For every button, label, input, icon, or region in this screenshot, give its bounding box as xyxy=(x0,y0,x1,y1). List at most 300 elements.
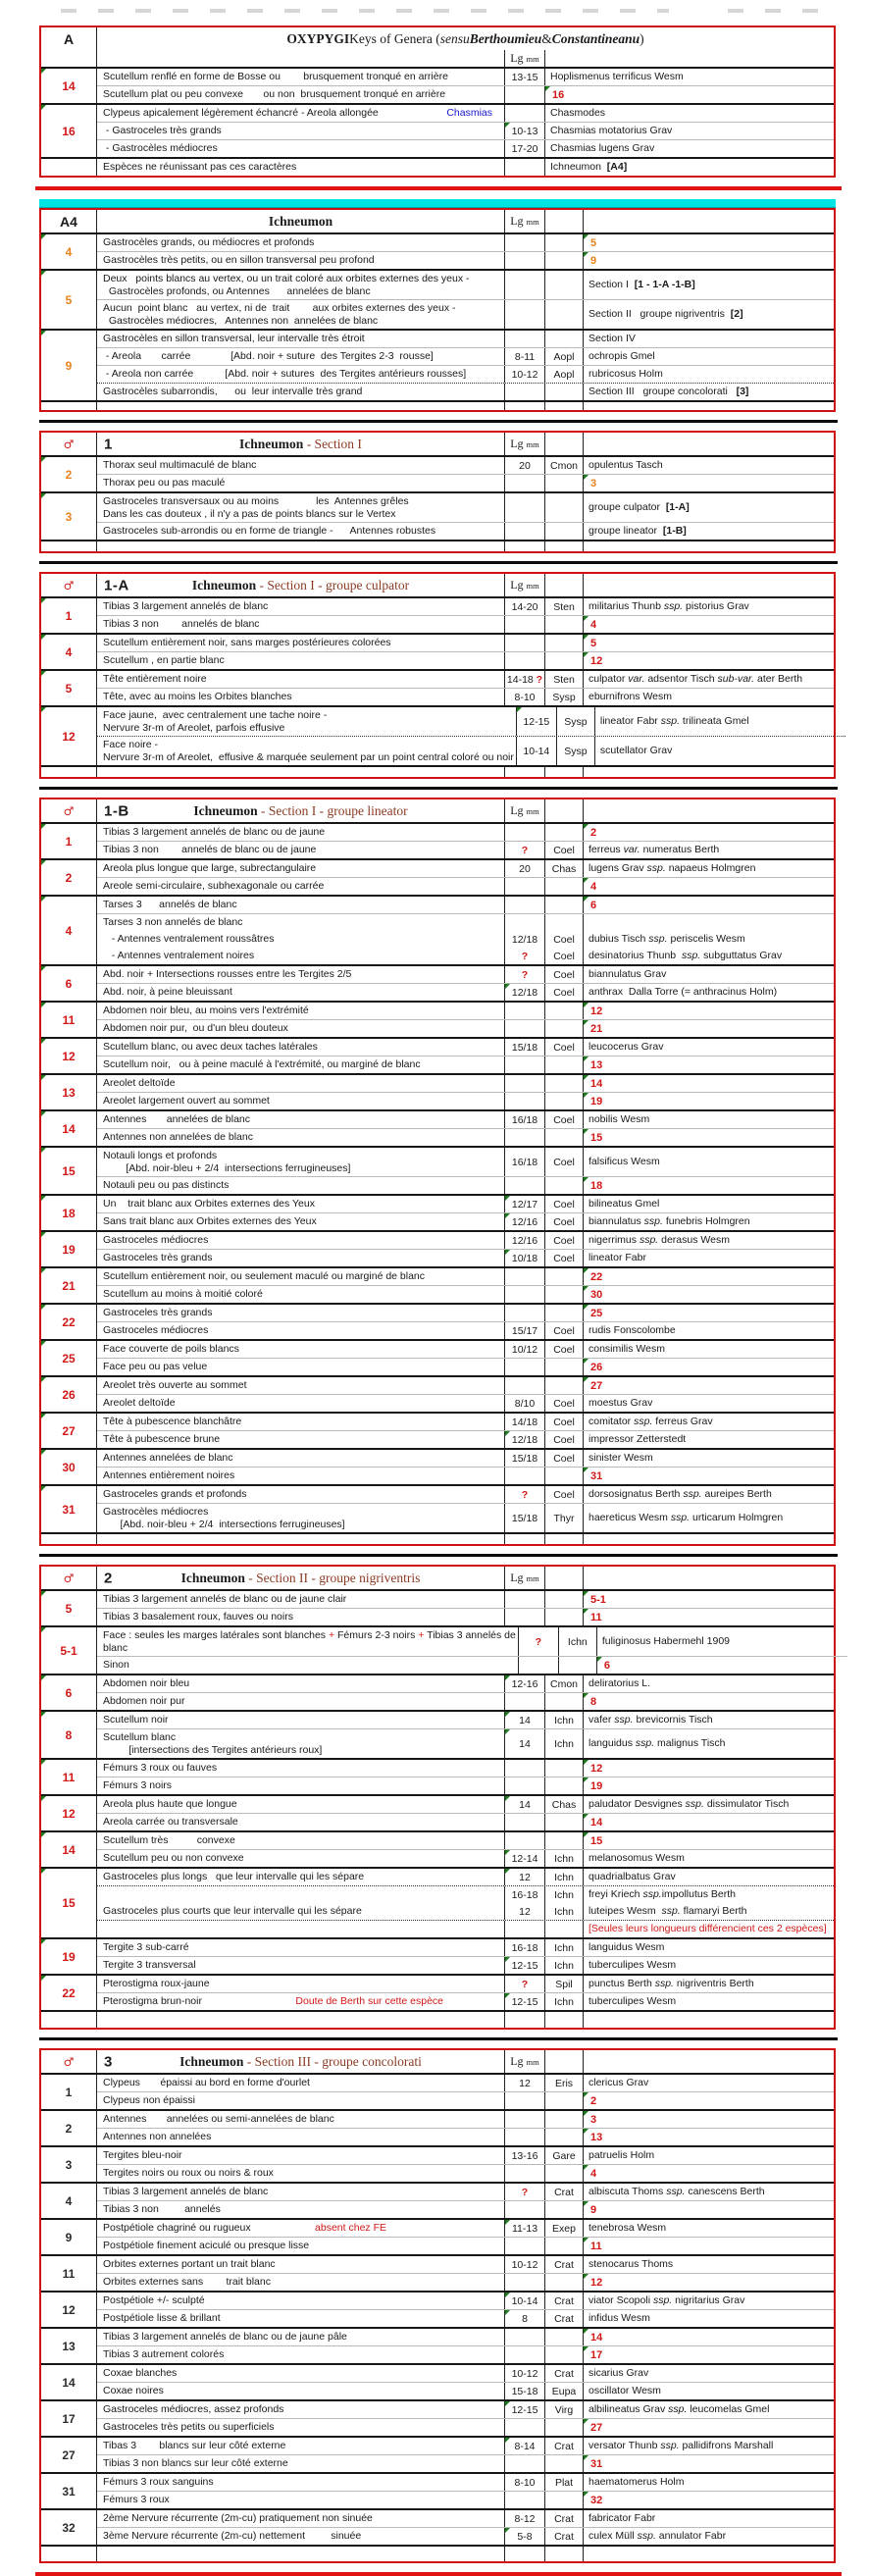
section-header-left xyxy=(41,799,97,822)
table-row xyxy=(41,1146,834,1194)
species-text: haematomerus Holm xyxy=(589,2476,685,2489)
genus-code-cell xyxy=(544,2092,583,2109)
length-cell xyxy=(504,300,544,329)
row-number-cell xyxy=(41,1111,97,1146)
title-segment: Ichneumon xyxy=(268,213,333,229)
genus-code: Coel xyxy=(553,1324,575,1337)
description-text: Gastroceles très grands xyxy=(103,1252,213,1264)
description-text: Scutellum renflé en forme de Bosse ou brusquement tronqué en arrière xyxy=(103,71,448,83)
description-text: Gastroceles plus courts que leur intervalle qui les sépare xyxy=(103,1905,362,1918)
table-row xyxy=(41,491,834,540)
length-cell xyxy=(504,1504,544,1532)
target-ref-link[interactable]: 15 xyxy=(590,1131,603,1144)
genus-code-cell xyxy=(558,1657,596,1674)
target-ref-link[interactable]: 2 xyxy=(590,826,597,839)
description-cell xyxy=(97,2310,504,2327)
genus-code-cell xyxy=(544,966,583,983)
title-segment: - Section I - groupe culpator xyxy=(256,577,410,592)
key-line xyxy=(97,598,834,615)
description-text: [Abd. noir-bleu + 2/4 intersections ferrugineuses] xyxy=(103,1161,351,1174)
length-value: 12-14 xyxy=(511,1852,538,1865)
description-text: Nervure 3r-m of Areolet, effusive & marquée seulement par un point central coloré ou noir xyxy=(103,750,514,763)
species-text: Section IV xyxy=(589,333,636,345)
row-number: 8 xyxy=(65,1727,73,1742)
row-number-cell xyxy=(41,2220,97,2254)
description-cell xyxy=(97,635,504,651)
target-ref-link[interactable]: 6 xyxy=(590,899,597,911)
genus-code: Ichn xyxy=(554,1905,574,1918)
red-divider xyxy=(35,2572,842,2576)
row-number: 5 xyxy=(65,1601,73,1616)
comment-marker-icon xyxy=(584,897,589,902)
length-cell xyxy=(504,1450,544,1467)
description-text: [intersections des Tergites antérieurs roux] xyxy=(103,1743,323,1756)
row-number: 15 xyxy=(62,1896,76,1910)
result-cell xyxy=(583,457,834,474)
target-ref-link[interactable]: 21 xyxy=(590,1022,603,1035)
result-cell xyxy=(544,69,834,85)
description-cell xyxy=(97,1039,504,1056)
species-name xyxy=(589,1452,832,1465)
description-text xyxy=(103,1150,502,1162)
row-lines xyxy=(97,69,834,103)
target-ref-link[interactable]: 4 xyxy=(590,618,597,631)
description-text: Face couverte de poils blancs xyxy=(103,1343,239,1356)
table-row xyxy=(41,1001,834,1037)
description-text: Postpétiole finement aciculé ou presque lisse xyxy=(103,2240,310,2252)
target-ref-link[interactable]: 3 xyxy=(590,2113,597,2126)
table-row xyxy=(41,1867,834,1937)
length-value: 16-18 xyxy=(511,1888,538,1901)
description-text xyxy=(103,986,502,999)
key-line xyxy=(97,522,834,540)
description-text: Tibias 3 autrement colorés xyxy=(103,2348,225,2361)
result-cell xyxy=(583,689,834,705)
description-cell xyxy=(97,1886,504,1903)
length-value: ? xyxy=(521,844,529,856)
target-ref-link[interactable]: 27 xyxy=(590,1379,603,1392)
description-text: - Areola carrée [Abd. noir + suture des Tergites 2-3 rousse] xyxy=(103,350,434,363)
target-ref-link[interactable]: 14 xyxy=(590,2331,603,2344)
species-name xyxy=(589,1959,832,1972)
description-cell xyxy=(97,1431,504,1448)
target-ref-link[interactable]: 31 xyxy=(590,2457,603,2470)
species-text: haereticus Wesm xyxy=(589,1512,671,1524)
key-line xyxy=(97,474,834,491)
description-cell xyxy=(97,123,504,139)
description-cell xyxy=(97,1903,504,1920)
comment-marker-icon xyxy=(41,1627,46,1632)
species-name xyxy=(589,1488,832,1501)
description-text xyxy=(103,333,502,345)
result-cell xyxy=(594,737,845,765)
target-ref-link[interactable]: 3 xyxy=(590,477,597,489)
comment-marker-icon xyxy=(584,1093,589,1098)
row-lines xyxy=(97,598,834,633)
target-ref-link[interactable]: 12 xyxy=(590,2276,603,2289)
description-text: Gastroceles médiocres xyxy=(103,1234,209,1247)
description-text xyxy=(103,1416,502,1428)
description-text-line2 xyxy=(103,722,514,735)
comment-marker-icon xyxy=(584,1609,589,1614)
length-cell xyxy=(504,1177,544,1194)
target-ref-link[interactable]: 12 xyxy=(590,654,603,667)
target-ref-link[interactable]: 15 xyxy=(590,1834,603,1847)
species-text: Chasmodes xyxy=(550,107,606,120)
comment-marker-icon xyxy=(584,1468,589,1472)
species-name xyxy=(589,279,832,291)
key-line xyxy=(97,2382,834,2399)
row-number-cell xyxy=(41,635,97,669)
row-number: 14 xyxy=(62,1842,76,1857)
length-cell xyxy=(504,1534,544,1544)
comment-marker-icon xyxy=(505,1213,510,1218)
table-row xyxy=(41,858,834,895)
section-title xyxy=(97,574,504,596)
table-row xyxy=(41,232,834,269)
genus-code: Coel xyxy=(553,1416,575,1428)
length-cell xyxy=(504,541,544,551)
description-cell xyxy=(97,707,516,736)
row-number-cell xyxy=(41,1534,97,1544)
target-ref-link[interactable]: 31 xyxy=(590,1469,603,1482)
description-cell xyxy=(97,1250,504,1266)
table-row xyxy=(41,329,834,400)
row-number: 2 xyxy=(65,2121,73,2136)
species-text: nigritarius Grav xyxy=(672,2294,745,2307)
genus-code-cell xyxy=(544,1431,583,1448)
key-line xyxy=(97,2491,834,2508)
description-cell xyxy=(97,2329,504,2345)
row-number: 30 xyxy=(62,1460,76,1474)
key-line xyxy=(97,2273,834,2291)
target-ref-link[interactable]: 9 xyxy=(590,254,597,267)
species-name xyxy=(589,1433,832,1446)
result-cell xyxy=(583,1286,834,1303)
result-cell xyxy=(583,1148,834,1176)
description-text xyxy=(103,2348,502,2361)
description-cell xyxy=(97,842,504,858)
target-ref-link[interactable]: 26 xyxy=(590,1361,603,1373)
comment-marker-icon xyxy=(584,2346,589,2351)
species-text: moestus Grav xyxy=(589,1397,653,1410)
species-text: bilineatus Gmel xyxy=(589,1198,660,1211)
species-text: anthrax Dalla Torre (= anthracinus Holm) xyxy=(589,986,778,999)
description-cell xyxy=(97,50,504,67)
key-line xyxy=(97,1728,834,1758)
result-cell xyxy=(583,1567,834,1589)
section-3 xyxy=(39,2048,836,2563)
key-line xyxy=(97,2256,834,2273)
section-title-text xyxy=(239,437,362,452)
row-number: 22 xyxy=(62,1314,76,1329)
length-header-sub: mm xyxy=(526,806,539,816)
description-text xyxy=(103,1005,502,1017)
key-line xyxy=(97,1849,834,1867)
row-lines xyxy=(97,1976,834,2010)
title-segment: - Section II - groupe nigriventris xyxy=(244,1570,421,1585)
description-text xyxy=(103,637,502,649)
row-number: 17 xyxy=(62,2411,76,2426)
comment-marker-icon xyxy=(584,652,589,657)
target-ref-link[interactable]: 12 xyxy=(590,1762,603,1775)
description-text xyxy=(103,1659,516,1672)
length-cell xyxy=(504,1609,544,1625)
description-cell xyxy=(97,931,504,948)
description-text: Tibas 3 blancs sur leur côté externe xyxy=(103,2440,286,2452)
table-row xyxy=(41,2109,834,2145)
description-text xyxy=(103,2457,502,2470)
target-ref-link[interactable]: 11 xyxy=(590,1611,602,1623)
description-text: Pterostigma brun-noir xyxy=(103,1995,202,2008)
target-ref-link[interactable]: 22 xyxy=(590,1270,603,1283)
table-row xyxy=(41,895,834,964)
comment-marker-icon xyxy=(41,897,46,902)
genus-code-cell xyxy=(544,384,583,400)
target-ref-link[interactable]: 14 xyxy=(590,1816,603,1829)
description-text: Tibias 3 largement annelés de blanc ou de jaune clair xyxy=(103,1593,347,1606)
comment-marker-icon xyxy=(505,1957,510,1962)
target-ref-link[interactable]: 32 xyxy=(590,2494,603,2506)
species-text: subguttatus Grav xyxy=(700,950,783,962)
table-row xyxy=(41,1037,834,1073)
description-text: Scutellum , en partie blanc xyxy=(103,654,225,667)
length-value: 12-16 xyxy=(511,1677,538,1690)
result-cell xyxy=(583,671,834,688)
length-cell xyxy=(504,123,544,139)
target-ref-link[interactable]: 14 xyxy=(590,1077,603,1090)
species-text: ssp. xyxy=(642,1888,662,1901)
black-divider xyxy=(39,1554,838,1557)
target-ref-link[interactable]: 2 xyxy=(590,2094,597,2107)
length-cell xyxy=(504,69,544,85)
species-text: Section III groupe concolorati xyxy=(589,386,737,398)
key-line xyxy=(97,365,834,383)
comment-marker-icon xyxy=(584,2419,589,2424)
species-name xyxy=(589,1324,832,1337)
description-text xyxy=(103,1215,502,1228)
species-text: ssp. xyxy=(661,1905,681,1918)
row-number-cell xyxy=(41,671,97,705)
result-cell xyxy=(544,159,834,176)
target-ref-link[interactable]: 27 xyxy=(590,2421,603,2434)
key-line xyxy=(97,1232,834,1249)
empty-row xyxy=(41,2010,834,2028)
target-ref-link[interactable]: 5-1 xyxy=(590,1593,606,1606)
target-ref-link[interactable]: 12 xyxy=(590,1005,603,1017)
species-text: sub-var. xyxy=(717,673,755,686)
length-cell xyxy=(504,1675,544,1692)
genus-code-cell xyxy=(544,523,583,540)
result-cell xyxy=(583,348,834,365)
row-lines xyxy=(97,2365,834,2399)
target-ref-link[interactable]: 30 xyxy=(590,1288,603,1301)
row-lines xyxy=(97,671,834,705)
comment-marker-icon xyxy=(597,1657,602,1662)
title-segment: - Section III - groupe concolorati xyxy=(243,2053,422,2069)
genus-code-cell xyxy=(544,1957,583,1974)
key-line xyxy=(97,1796,834,1813)
key-line xyxy=(97,234,834,251)
row-number: 18 xyxy=(62,1206,76,1220)
target-ref-link[interactable]: 8 xyxy=(590,1695,597,1708)
length-cell xyxy=(504,2238,544,2254)
target-ref-link[interactable]: 4 xyxy=(590,2167,597,2180)
section-header xyxy=(41,1567,834,1589)
species-text: militarius Thunb xyxy=(589,600,664,613)
description-cell xyxy=(97,475,504,491)
length-cell xyxy=(518,1657,558,1674)
description-cell xyxy=(97,2165,504,2182)
row-number: 11 xyxy=(62,1012,76,1027)
species-text: ferreus xyxy=(589,844,624,856)
species-text: trilineata Gmel xyxy=(680,715,749,728)
length-cell xyxy=(504,1148,544,1176)
key-line xyxy=(97,966,834,983)
target-ref-link[interactable]: 13 xyxy=(590,2131,603,2143)
description-text-line2 xyxy=(103,285,502,298)
description-cell xyxy=(97,1921,504,1937)
row-number: 12 xyxy=(62,1806,76,1821)
length-column-header xyxy=(510,214,539,229)
length-cell xyxy=(504,475,544,491)
section-id: 1 xyxy=(104,436,113,452)
description-text: Areola carrée ou transversale xyxy=(103,1816,238,1829)
comment-marker-icon xyxy=(584,1286,589,1291)
genus-code: Coel xyxy=(553,1198,575,1211)
target-ref-link[interactable]: 9 xyxy=(590,2203,597,2216)
genus-code-cell xyxy=(544,1377,583,1394)
description-text: Coxae noires xyxy=(103,2385,164,2397)
species-text: dorsosignatus Berth xyxy=(589,1488,684,1501)
target-ref-link[interactable]: 5 xyxy=(590,236,597,249)
section-header xyxy=(41,2050,834,2073)
length-cell xyxy=(504,2129,544,2145)
row-lines xyxy=(97,402,834,410)
target-ref-link[interactable]: 16 xyxy=(552,88,565,101)
row-number: 14 xyxy=(62,78,76,93)
description-text xyxy=(103,899,502,911)
row-number-cell xyxy=(41,457,97,491)
comment-marker-icon xyxy=(584,878,589,883)
description-cell xyxy=(97,2220,504,2237)
length-cell xyxy=(504,1431,544,1448)
target-ref-link[interactable]: 11 xyxy=(590,2240,602,2252)
description-cell xyxy=(97,652,504,669)
comment-marker-icon xyxy=(505,1196,510,1201)
species-text: ferreus Grav xyxy=(652,1416,713,1428)
target-ref-link[interactable]: 18 xyxy=(590,1179,603,1192)
species-name xyxy=(589,950,832,962)
genus-link[interactable]: Chasmias xyxy=(446,107,492,120)
target-ref-link[interactable]: 13 xyxy=(590,1058,603,1071)
target-ref-link[interactable]: 6 xyxy=(603,1659,610,1672)
result-cell xyxy=(583,1268,834,1285)
target-ref-link[interactable]: 25 xyxy=(590,1307,603,1319)
description-text: Orbites externes sans trait blanc xyxy=(103,2276,271,2289)
genus-code: Sysp xyxy=(552,691,576,703)
description-cell xyxy=(97,860,504,877)
description-text xyxy=(103,236,502,249)
table-row xyxy=(41,1109,834,1146)
row-lines xyxy=(97,1003,834,1037)
target-ref-link[interactable]: 19 xyxy=(590,1095,603,1108)
result-cell xyxy=(583,897,834,913)
table-row xyxy=(41,2218,834,2254)
description-text: 2ème Nervure récurrente (2m-cu) pratiquement non sinuée xyxy=(103,2512,373,2525)
species-text: pistorius Grav xyxy=(683,600,749,613)
description-cell xyxy=(97,984,504,1001)
length-value: ? xyxy=(521,950,529,962)
result-cell xyxy=(583,1003,834,1019)
description-text xyxy=(103,1361,502,1373)
length-value: 12-15 xyxy=(511,1959,538,1972)
description-cell xyxy=(97,2383,504,2399)
section-1-A xyxy=(39,572,836,779)
species-text: nigerrimus xyxy=(589,1234,640,1247)
table-row xyxy=(41,1974,834,2010)
target-ref-link[interactable]: 4 xyxy=(590,880,597,893)
table-row xyxy=(41,1589,834,1625)
row-lines xyxy=(97,1450,834,1484)
length-cell xyxy=(504,1939,544,1956)
species-text: sinister Wesm xyxy=(589,1452,653,1465)
key-line xyxy=(97,1128,834,1146)
table-row xyxy=(41,1484,834,1532)
species-text: ssp. xyxy=(668,2403,688,2416)
target-ref-link[interactable]: 19 xyxy=(590,1779,603,1792)
length-value: 8-11 xyxy=(514,350,536,363)
genus-code: Ichn xyxy=(554,1941,574,1954)
description-text: Espèces ne réunissant pas ces caractères xyxy=(103,161,297,174)
table-row xyxy=(41,2363,834,2399)
target-ref-link[interactable]: 17 xyxy=(590,2348,603,2361)
row-lines xyxy=(97,1341,834,1375)
genus-code-cell xyxy=(544,1039,583,1056)
description-text: Nervure 3r-m of Areolet, parfois effusive xyxy=(103,721,285,734)
genus-code-cell xyxy=(544,824,583,841)
description-text xyxy=(103,950,502,962)
row-number-cell xyxy=(41,2474,97,2508)
species-name xyxy=(589,2222,832,2235)
description-cell xyxy=(97,2293,504,2309)
row-lines xyxy=(97,2329,834,2363)
species-text: albiscuta Thoms xyxy=(589,2186,667,2198)
comment-marker-icon xyxy=(584,2492,589,2497)
description-text xyxy=(103,1252,502,1264)
key-line xyxy=(97,1591,834,1608)
result-cell xyxy=(583,1886,834,1903)
species-text: lineator Fabr xyxy=(599,715,661,728)
length-value: ? xyxy=(521,968,529,981)
section-header xyxy=(41,433,834,455)
row-lines xyxy=(97,1196,834,1230)
description-text: Clypeus non épaissi xyxy=(103,2094,195,2107)
row-number-cell xyxy=(41,707,97,765)
genus-code-cell xyxy=(544,210,583,232)
section-title xyxy=(97,27,834,50)
result-cell xyxy=(583,2184,834,2200)
key-line xyxy=(97,2510,834,2527)
key-line xyxy=(97,841,834,858)
genus-code: Ichn xyxy=(554,1737,574,1750)
genus-code: Sysp xyxy=(564,745,588,757)
target-ref-link[interactable]: 5 xyxy=(590,637,597,649)
title-segment: Keys of Genera ( xyxy=(349,30,440,46)
length-value: ? xyxy=(521,1488,529,1501)
key-line xyxy=(97,1003,834,1019)
length-cell xyxy=(504,1886,544,1903)
